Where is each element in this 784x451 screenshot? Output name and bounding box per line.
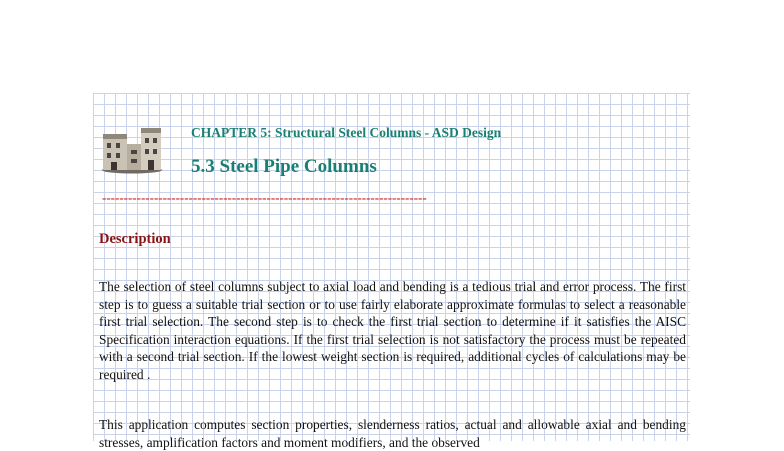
description-paragraph-2: This application computes section properties, slenderness ratios, actual and allowable axial and bending stresses, amplification factors and moment modifiers, and the observed [99, 417, 686, 450]
section-title: 5.3 Steel Pipe Columns [191, 156, 377, 177]
chapter-title: CHAPTER 5: Structural Steel Columns - ASD Design [191, 125, 502, 140]
dashed-divider: --------------------------------------------------------------------------- [102, 190, 427, 205]
building-icon [100, 124, 164, 174]
description-heading: Description [99, 231, 171, 247]
description-paragraph-1: The selection of steel columns subject to axial load and bending is a tedious trial and error process. The first step is to guess a suitable trial section or to use fairly elaborate approximate formulas to select a reasonable first trial selection. The second step is to check the first trial section to determine if it satisfies the AISC Specification interaction equations. If the first trial selection is not satisfactory the process must be repeated with a second trial section. If the lowest weight section is required, additional cycles of calculations may be required . [99, 279, 686, 382]
graph-paper-background [93, 93, 690, 450]
